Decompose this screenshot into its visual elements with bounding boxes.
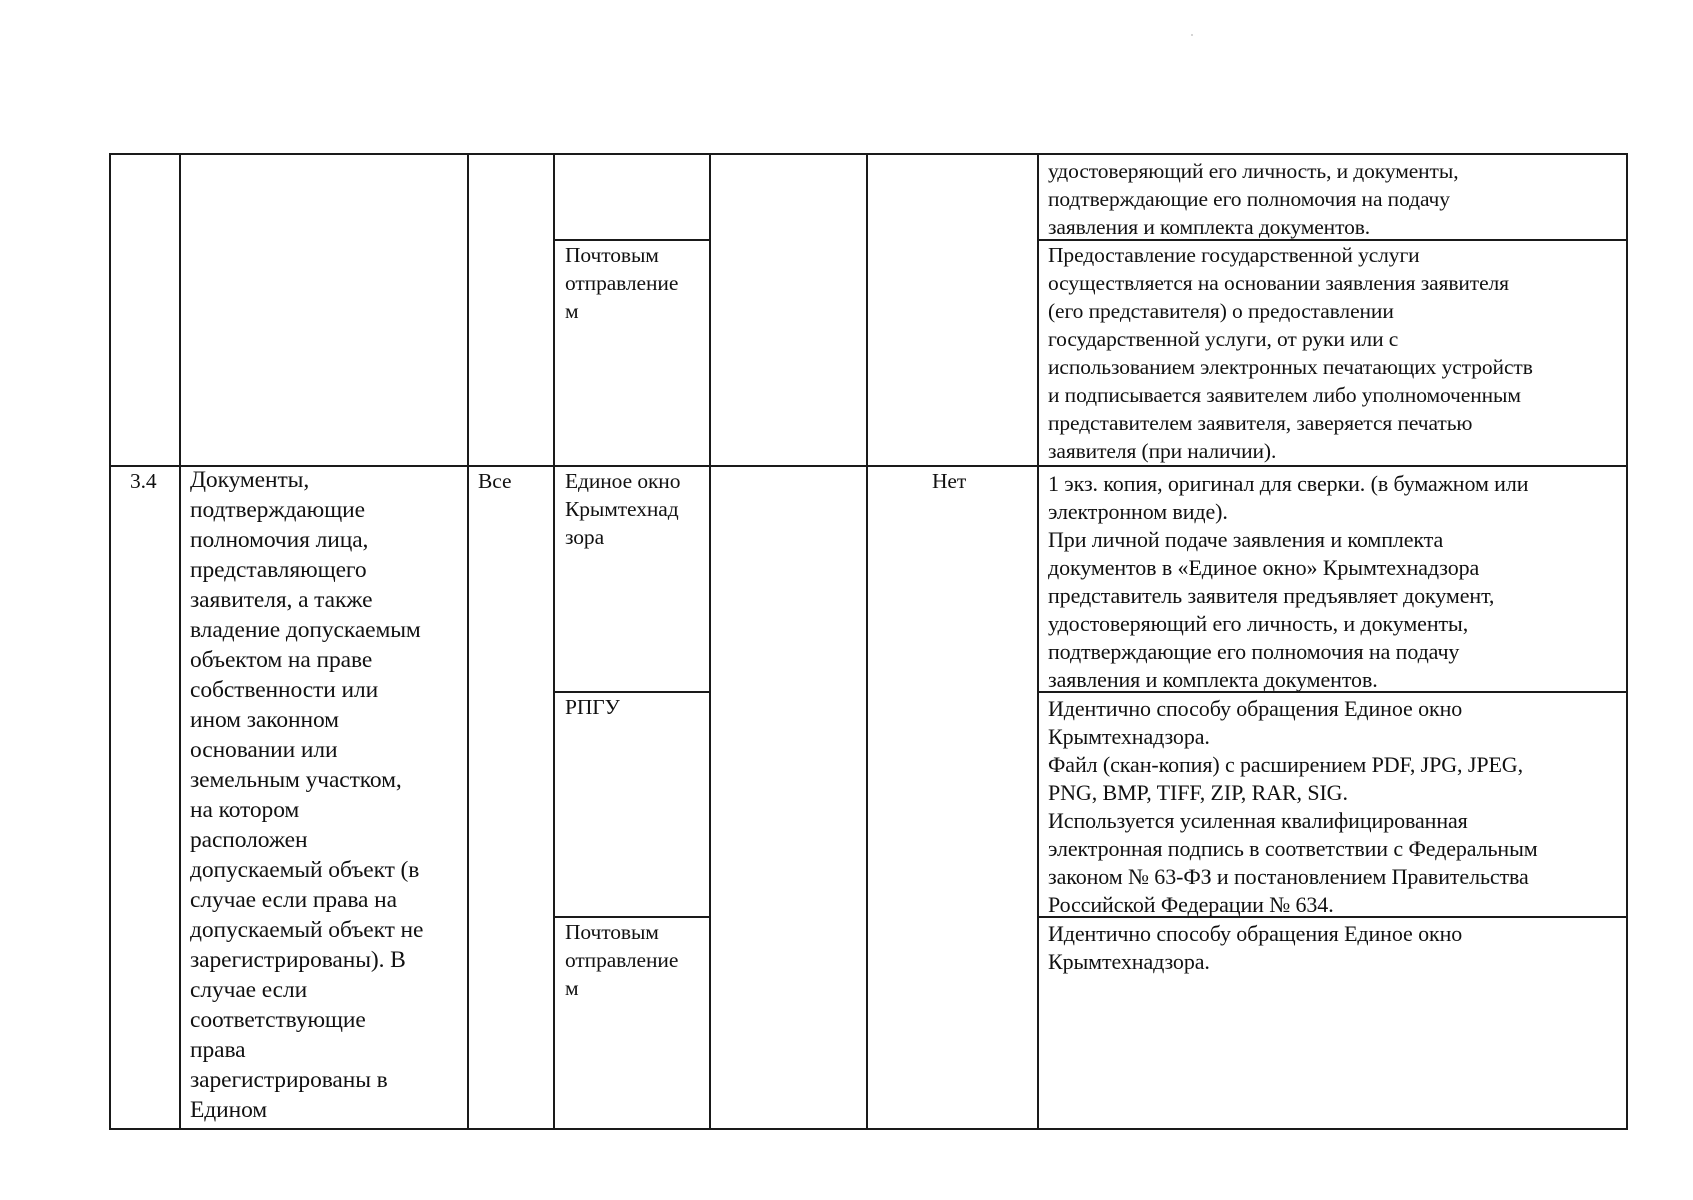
detail-single-window: 1 экз. копия, оригинал для сверки. (в бумажном или электронном виде). При личной подаче заявления и комплекта документов в «Единое окно» Крымтехнадзора представитель заявителя предъявляет документ, удостоверяющий его личность, и документы, подтверждающие его полномочия на подачу заявления и комплекта документов. xyxy=(1048,471,1529,692)
col-divider-6 xyxy=(1037,153,1039,1130)
detail-rpgu: Идентично способу обращения Единое окно Крымтехнадзора. Файл (скан-копия) с расширением PDF, JPG, JPEG, PNG, BMP, TIFF, ZIP, RAR, SIG. Используется усиленная квалифицированная электронная подпись в соответствии с Федеральным законом № 63-ФЗ и постановлением Правительства Российской Федерации № 634. xyxy=(1048,696,1538,917)
applicant-category: Все xyxy=(478,469,512,493)
col-divider-3 xyxy=(553,153,555,1130)
detail-mail: Идентично способу обращения Единое окно Крымтехнадзора. xyxy=(1048,921,1463,974)
col-divider-4 xyxy=(709,153,711,1130)
channel-single-window: Единое окно Крымтехнад зора xyxy=(565,469,681,549)
row-number: 3.4 xyxy=(130,469,157,493)
need-value: Нет xyxy=(932,469,967,493)
detail-first-top: удостоверяющий его личность, и документы, подтверждающие его полномочия на подачу заявления и комплекта документов. xyxy=(1048,159,1459,239)
col-divider-5 xyxy=(866,153,868,1130)
channel-mail: Почтовым отправление м xyxy=(565,920,679,1000)
channel-rpgu: РПГУ xyxy=(565,695,620,719)
detail-mail-top: Предоставление государственной услуги осуществляется на основании заявления заявителя (его представителя) о предоставлении государственной услуги, от руки или с использованием электронных печатающих устройств и подписывается заявителем либо уполномоченным представителем заявителя, заверяется печатью заявителя (при наличии). xyxy=(1048,243,1533,463)
document-description: Документы, подтверждающие полномочия лица, представляющего заявителя, а также владение допускаемым объектом на праве собственности или ином законном основании или земельным участком, на котором расположен допускаемый объект (в случае если права на допускаемый объект не зарегистрированы). В случае если соответствующие права зарегистрированы в Едином xyxy=(190,467,424,1123)
col-divider-1 xyxy=(179,153,181,1130)
channel-mail-top: Почтовым отправление м xyxy=(565,243,679,323)
scan-speck xyxy=(1191,34,1193,36)
col-divider-2 xyxy=(467,153,469,1130)
